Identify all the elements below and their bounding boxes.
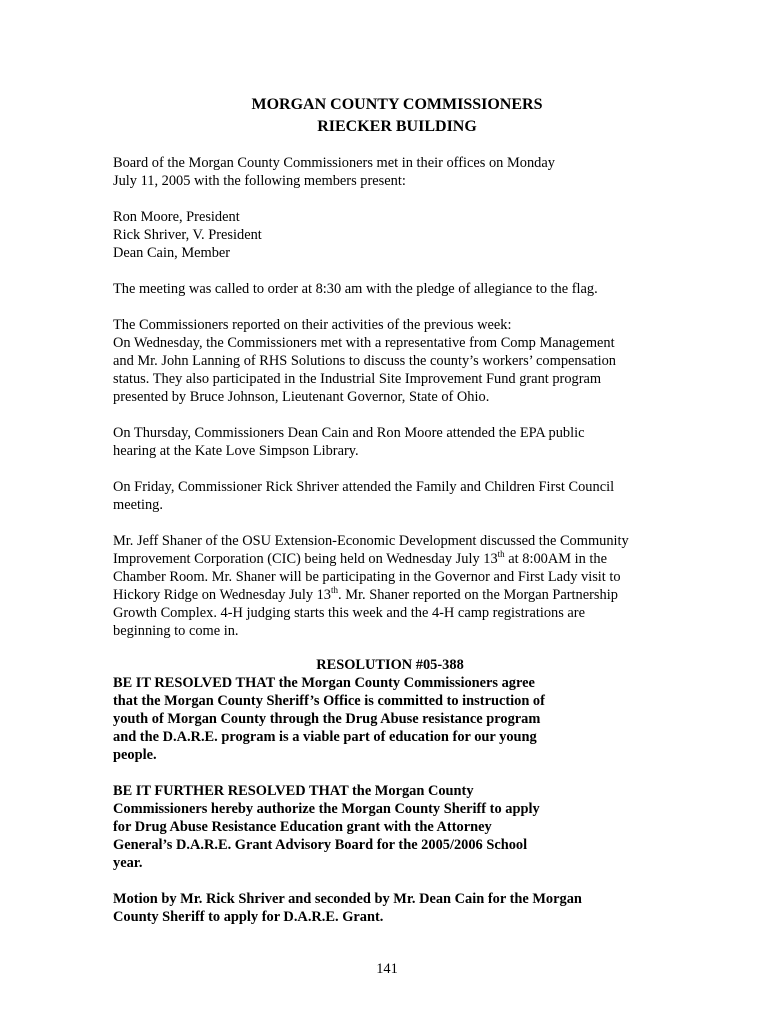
- shaner-line: Mr. Jeff Shaner of the OSU Extension-Economic Development discussed the Community: [113, 533, 629, 549]
- heading-line-2: RIECKER BUILDING: [317, 118, 477, 135]
- intro-line-2: July 11, 2005 with the following members present:: [113, 173, 406, 189]
- document-heading: [113, 94, 661, 138]
- resolution-title: RESOLUTION #05-388: [316, 657, 464, 673]
- shaner-line: Growth Complex. 4-H judging starts this week and the 4-H camp registrations are: [113, 605, 585, 621]
- ordinal-suffix: th: [331, 585, 339, 596]
- intro-line-1: Board of the Morgan County Commissioners met in their offices on Monday: [113, 155, 555, 171]
- call-to-order-line: The meeting was called to order at 8:30 am with the pledge of allegiance to the flag.: [113, 281, 598, 297]
- friday-line: meeting.: [113, 497, 163, 513]
- resolution-line: BE IT RESOLVED THAT the Morgan County Commissioners agree: [113, 675, 535, 691]
- thursday-line: hearing at the Kate Love Simpson Library.: [113, 443, 359, 459]
- resolution-line: year.: [113, 855, 143, 871]
- activities-line: On Wednesday, the Commissioners met with a representative from Comp Management: [113, 335, 615, 351]
- shaner-text: Improvement Corporation (CIC) being held on Wednesday July 13: [113, 551, 498, 567]
- member-item: Dean Cain, Member: [113, 245, 231, 261]
- shaner-text: . Mr. Shaner reported on the Morgan Partnership: [338, 587, 618, 603]
- call-to-order-paragraph: [113, 280, 661, 298]
- resolution-line: General’s D.A.R.E. Grant Advisory Board for the 2005/2006 School: [113, 837, 528, 853]
- activities-line: and Mr. John Lanning of RHS Solutions to discuss the county’s workers’ compensation: [113, 353, 616, 369]
- resolution-line: BE IT FURTHER RESOLVED THAT the Morgan County: [113, 783, 474, 799]
- activities-line: The Commissioners reported on their activities of the previous week:: [113, 317, 512, 333]
- member-item: Rick Shriver, V. President: [113, 227, 262, 243]
- shaner-line: Chamber Room. Mr. Shaner will be participating in the Governor and First Lady visit to: [113, 569, 621, 585]
- resolution-line: and the D.A.R.E. program is a viable part of education for our young: [113, 729, 537, 745]
- shaner-text: at 8:00AM in the: [504, 551, 607, 567]
- resolution-line: for Drug Abuse Resistance Education grant with the Attorney: [113, 819, 492, 835]
- motion-line: Motion by Mr. Rick Shriver and seconded by Mr. Dean Cain for the Morgan: [113, 891, 582, 907]
- shaner-text: Hickory Ridge on Wednesday July 13: [113, 587, 332, 603]
- thursday-paragraph: [113, 424, 661, 460]
- activities-paragraph: [113, 316, 661, 406]
- shaner-line: [113, 550, 661, 568]
- motion-paragraph: [113, 890, 661, 926]
- ordinal-suffix: th: [497, 549, 505, 560]
- page-number: 141: [376, 961, 398, 977]
- resolution-paragraph-1: [113, 674, 661, 764]
- thursday-line: On Thursday, Commissioners Dean Cain and Ron Moore attended the EPA public: [113, 425, 585, 441]
- member-item: Ron Moore, President: [113, 209, 240, 225]
- activities-line: status. They also participated in the Industrial Site Improvement Fund grant program: [113, 371, 602, 387]
- shaner-line: [113, 586, 661, 604]
- shaner-paragraph: [113, 532, 661, 640]
- friday-paragraph: [113, 478, 661, 514]
- heading-line-1: MORGAN COUNTY COMMISSIONERS: [251, 96, 543, 113]
- shaner-line: beginning to come in.: [113, 623, 239, 639]
- motion-line: County Sheriff to apply for D.A.R.E. Grant.: [113, 909, 384, 925]
- intro-paragraph: [113, 154, 661, 190]
- resolution-line: people.: [113, 747, 157, 763]
- members-list: [113, 208, 661, 262]
- activities-line: presented by Bruce Johnson, Lieutenant Governor, State of Ohio.: [113, 389, 490, 405]
- resolution-line: youth of Morgan County through the Drug Abuse resistance program: [113, 711, 541, 727]
- resolution-line: that the Morgan County Sheriff’s Office is committed to instruction of: [113, 693, 545, 709]
- friday-line: On Friday, Commissioner Rick Shriver attended the Family and Children First Council: [113, 479, 615, 495]
- resolution-paragraph-2: [113, 782, 661, 872]
- resolution-line: Commissioners hereby authorize the Morgan County Sheriff to apply: [113, 801, 540, 817]
- document-page: [113, 94, 661, 926]
